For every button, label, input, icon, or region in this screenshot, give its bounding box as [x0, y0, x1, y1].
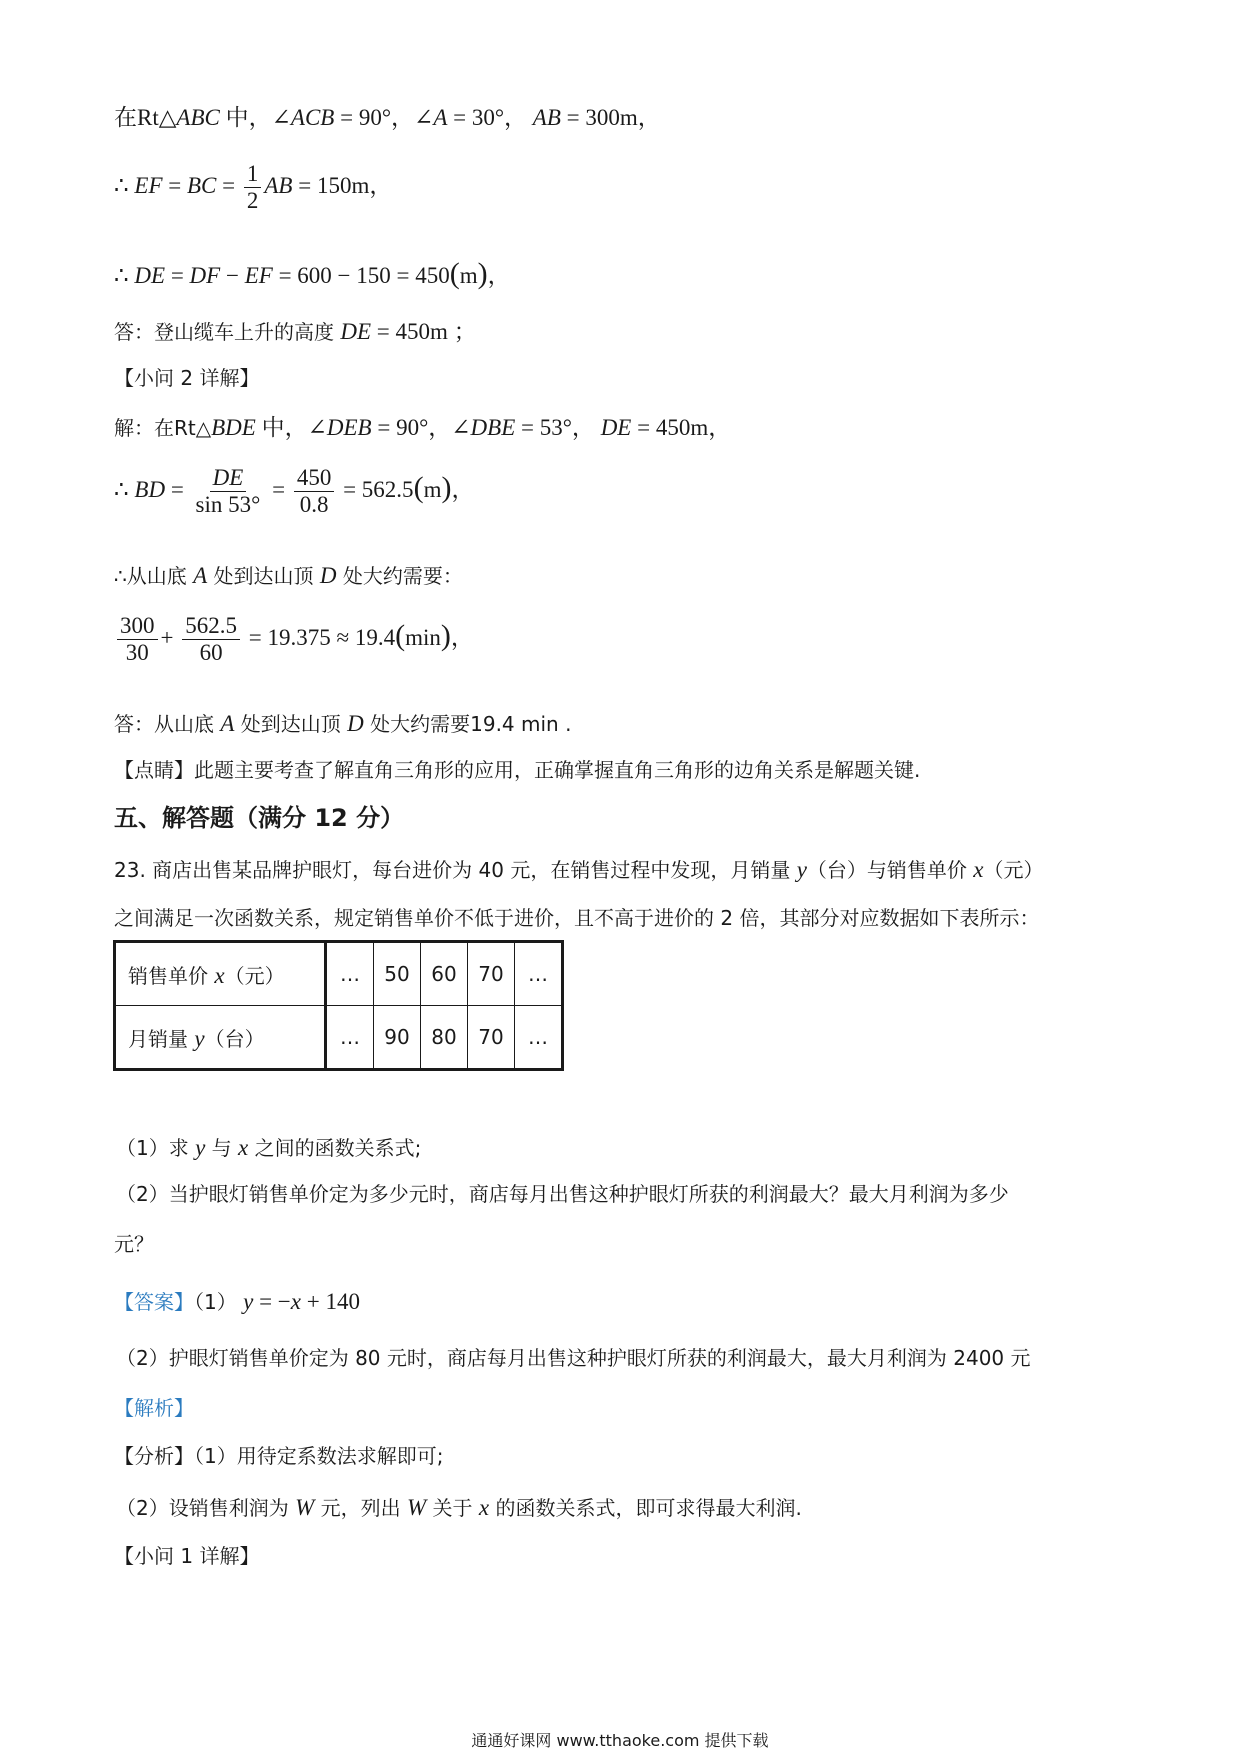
q23-line2: 之间满足一次函数关系，规定销售单价不低于进价，且不高于进价的 2 倍，其部分对应数据如下表所示：: [114, 906, 1040, 930]
ef-bc-line: ∴ EF = BC = $\frac{1}{2}$ AB = 150m，: [114, 161, 393, 214]
table-cell: 80: [421, 1006, 468, 1070]
answer-line-2: （2）护眼灯销售单价定为 80 元时，商店每月出售这种护眼灯所获的利润最大，最大月利润为 2400 元: [116, 1346, 1031, 1370]
table-cell: 90: [374, 1006, 421, 1070]
row-header-price: 销售单价 x（元）: [115, 942, 326, 1006]
price-sales-table: [113, 940, 564, 1071]
answer-part2: 答：从山底 A 处到达山顶 D 处大约需要19.4 min .: [114, 711, 572, 736]
table-cell: …: [515, 1006, 563, 1070]
answer-part1: 答：登山缆车上升的高度 DE = 450m ；: [114, 319, 477, 344]
rt-abc-line: 在Rt△ABC 中，∠ACB = 90°，∠A = 30°， AB = 300m，: [114, 105, 661, 130]
page-footer: 通通好课网 www.tthaoke.com 提供下载: [471, 1731, 769, 1750]
row-header-sales: 月销量 y（台）: [115, 1006, 326, 1070]
answer-line-1: 【答案】（1） y = −x + 140: [114, 1289, 360, 1314]
sub-question-2-cont: 元？: [114, 1232, 154, 1256]
fraction-half: $\frac{1}{2}$: [244, 162, 262, 213]
fenxi-line-1: 【分析】（1）用待定系数法求解即可;: [114, 1444, 444, 1468]
fraction-de-sin: $\frac{DE}{\sin 53^\circ}$: [195, 465, 261, 518]
table-cell: 70: [468, 1006, 515, 1070]
rt-bde-line: 解：在Rt△BDE 中，∠DEB = 90°，∠DBE = 53°， DE = 450m，: [114, 415, 732, 440]
de-calc-line: ∴ DE = DF − EF = 600 − 150 = 450(m)，: [114, 257, 511, 290]
analysis-label: 【解析】: [114, 1396, 194, 1420]
sub-question-1: （1）求 y 与 x 之间的函数关系式;: [116, 1135, 422, 1160]
comment-line: 【点睛】此题主要考查了解直角三角形的应用，正确掌握直角三角形的边角关系是解题关键.: [114, 758, 921, 782]
table-cell: …: [515, 942, 563, 1006]
part2-header: 【小问 2 详解】: [114, 366, 260, 390]
bd-calc-line: ∴ BD = $\frac{DE}{\sin 53^\circ}$ = $\frac{450}{0.8}$ = 562.5(m)，: [114, 465, 475, 518]
table-row: [115, 942, 563, 1006]
fraction-300-30: $\frac{300}{30}$: [117, 614, 158, 665]
section-heading: 五、解答题（满分 12 分）: [114, 804, 405, 832]
sub-question-2: （2）当护眼灯销售单价定为多少元时，商店每月出售这种护眼灯所获的利润最大？最大月利润为多少: [116, 1182, 1009, 1206]
table-cell: 70: [468, 942, 515, 1006]
q23-line1: 23. 商店出售某品牌护眼灯，每台进价为 40 元，在销售过程中发现，月销量 y（台）与销售单价 x（元）: [114, 857, 1044, 882]
answer-label: 【答案】: [114, 1290, 194, 1314]
table-cell: 50: [374, 942, 421, 1006]
table-row: [115, 1006, 563, 1070]
travel-intro-line: ∴从山底 A 处到达山顶 D 处大约需要：: [114, 563, 463, 588]
table-cell: …: [326, 1006, 374, 1070]
table-cell: …: [326, 942, 374, 1006]
table-cell: 60: [421, 942, 468, 1006]
part1-header: 【小问 1 详解】: [114, 1544, 260, 1568]
fraction-450-08: $\frac{450}{0.8}$: [294, 466, 335, 517]
time-calc-line: $\frac{300}{30}$ + $\frac{562.5}{60}$ = 19.375 ≈ 19.4(min)，: [114, 614, 474, 665]
fenxi-line-2: （2）设销售利润为 W 元，列出 W 关于 x 的函数关系式，即可求得最大利润.: [116, 1495, 802, 1520]
fraction-5625-60: $\frac{562.5}{60}$: [182, 614, 240, 665]
